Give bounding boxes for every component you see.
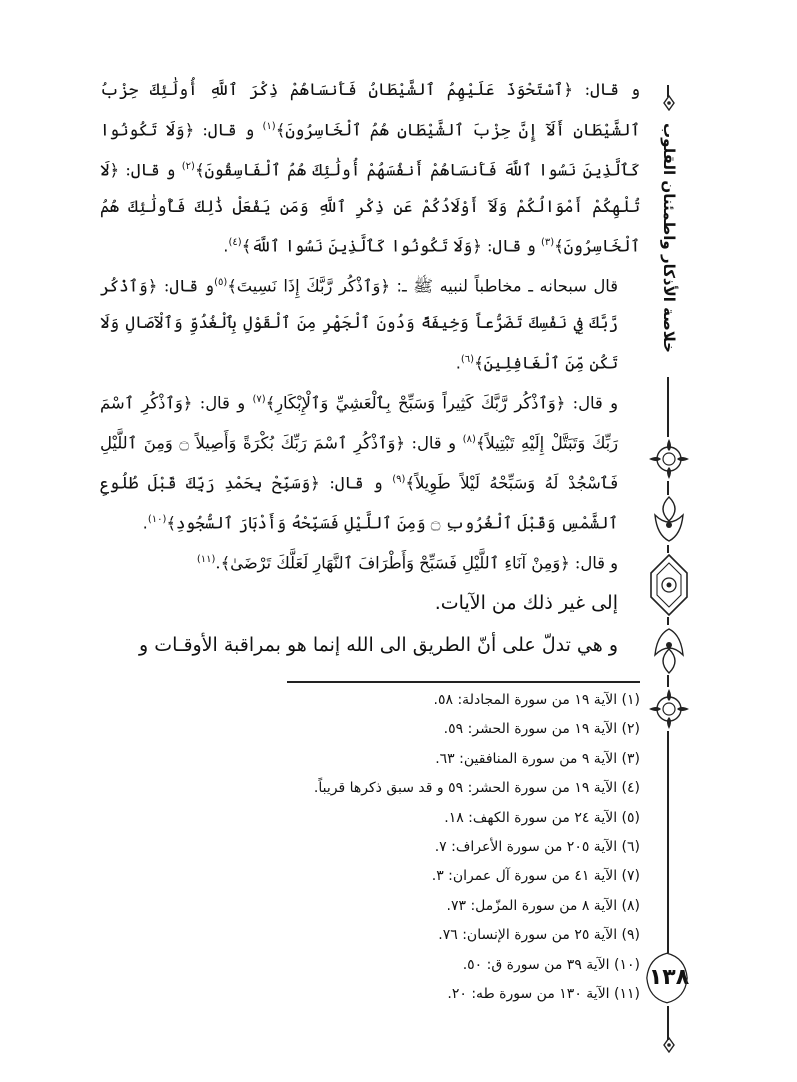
footnote: (٥) الآية ٢٤ من سورة الكهف: ١٨. (444, 809, 640, 826)
text-span: و قال: ﴿وَلَا تَكُونُوا كَٱلَّذِينَ نَسُوا ٱللَّهَ﴾ (241, 236, 541, 256)
main-text (100, 72, 640, 666)
side-border (645, 85, 693, 990)
text-span: و قال: ﴿وَلَا تَكُونُوا كَٱلَّذِينَ نَسُوا ٱللَّهَ فَأَنسَاهُمْ أَنفُسَهُمْ أُولَٰئِكَ هُمُ ٱلْفَاسِقُونَ﴾ (100, 120, 640, 180)
text-span: و قال: ﴿وَٱذْكُر رَّبَّكَ فِي نَفْسِكَ تَضَرُّعاً وَخِيفَةً وَدُونَ ٱلْجَهْرِ مِنَ ٱلْقَوْلِ بِٱلْغُدُوِّ وَٱلْآصَالِ وَلَا تَكُن مِّنَ ٱلْغَافِلِينَ﴾ (100, 276, 618, 373)
footnote-ref: (٦) (460, 353, 475, 365)
paragraph: قال سبحانه ـ مخاطباً لنبيه ﷺ ـ: ﴿وَٱذْكُر رَّبَّكَ إِذَا نَسِيتَ﴾$^{(٥)}$و قال: ﴿وَٱذْكُر رَّبَّكَ فِي نَفْسِكَ تَضَرُّعاً وَخِيفَةً وَدُونَ ٱلْجَهْرِ مِنَ ٱلْقَوْلِ بِٱلْغُدُوِّ وَٱلْآصَالِ وَلَا تَكُن مِّنَ ٱلْغَافِلِينَ﴾$^{(٦)}$. (100, 276, 619, 373)
footnote-ref: (٣) (540, 237, 555, 249)
floral-ornament-icon (647, 687, 691, 731)
footnote-divider (287, 681, 640, 683)
footnote-ref: (٢) (181, 160, 195, 172)
footnote: (٣) الآية ٩ من سورة المنافقين: ٦٣. (435, 750, 640, 767)
border-line (667, 617, 669, 625)
page-number: ١٣٨ (648, 965, 690, 990)
border-line (667, 1006, 669, 1040)
footnote-ref: (١٠) (147, 513, 167, 525)
footnote-ref: (٩) (392, 473, 406, 485)
paragraph: و قال: ﴿ٱسْتَحْوَذَ عَلَيْهِمُ ٱلشَّيْطَانُ فَأَنسَاهُمْ ذِكْرَ ٱللَّهِ أُولَٰئِكَ حِزْبُ ٱلشَّيْطَانِ أَلَآ إِنَّ حِزْبَ ٱلشَّيْطَانِ هُمُ ٱلْخَاسِرُونَ﴾$^{(١)}$ و قال: ﴿وَلَا تَكُونُوا كَٱلَّذِينَ نَسُوا ٱللَّهَ فَأَنسَاهُمْ أَنفُسَهُمْ أُولَٰئِكَ هُمُ ٱلْفَاسِقُونَ﴾$^{(٢)}$ و قال: ﴿لَا تُلْهِكُمْ أَمْوَالُكُمْ وَلَآ أَوْلَادُكُمْ عَن ذِكْرِ ٱللَّهِ وَمَن يَفْعَلْ ذَٰلِكَ فَأُولَٰئِكَ هُمُ ٱلْخَاسِرُونَ﴾$^{(٣)}$ و قال: ﴿وَلَا تَكُونُوا كَٱلَّذِينَ نَسُوا ٱللَّهَ﴾$^{(٤)}$. (100, 80, 640, 256)
text-span: و قال: ﴿وَٱذْكُرِ ٱسْمَ رَبِّكَ وَتَبَتَّلْ إِلَيْهِ تَبْتِيلاً﴾ (100, 393, 618, 453)
footnote: (١٠) الآية ٣٩ من سورة ق: ٥٠. (462, 956, 640, 973)
footnote: (١١) الآية ١٣٠ من سورة طه: ٢٠. (447, 986, 640, 1003)
border-line (667, 545, 669, 553)
paragraph (100, 542, 640, 582)
lotus-ornament-icon (647, 495, 691, 545)
footnote: (١) الآية ١٩ من سورة المجادلة: ٥٨. (433, 692, 640, 708)
border-line (667, 675, 669, 687)
border-line (667, 377, 669, 437)
footnote-ref: (١) (262, 120, 276, 132)
text-span: و قال: ﴿وَٱذْكُرِ ٱسْمَ رَبِّكَ بُكْرَةً وَأَصِيلاً ۝ وَمِنَ ٱللَّيْلِ فَٱسْجُدْ لَهُ وَسَبِّحْهُ لَيْلاً طَوِيلاً﴾ (100, 433, 618, 493)
floral-ornament-icon (647, 437, 691, 481)
footnote: (٨) الآية ٨ من سورة المزّمل: ٧٣. (446, 897, 640, 914)
lotus-ornament-icon (647, 625, 691, 675)
footnote: (٩) الآية ٢٥ من سورة الإنسان: ٧٦. (438, 927, 640, 944)
footnote-ref: (٧) (252, 393, 266, 405)
running-title: خلاصة الأذكار واطمئنان القلوب (660, 123, 678, 353)
text-span: و قال: ﴿وَسَبِّحْ بِحَمْدِ رَبِّكَ قَبْلَ طُلُوعِ ٱلشَّمْسِ وَقَبْلَ ٱلْغُرُوبِ ۝ وَمِنَ ٱللَّيْلِ فَسَبِّحْهُ وَأَدْبَارَ ٱلسُّجُودِ﴾ (100, 473, 618, 533)
footnote: (٤) الآية ١٩ من سورة الحشر: ٥٩ و قد سبق ذكرها قريباً. (313, 780, 640, 797)
paragraph: و هي تدلّ على أنّ الطريق الى الله إنما هو بمراقبة الأوقـات و (139, 633, 618, 656)
text-span: و قال: ﴿لَا تُلْهِكُمْ أَمْوَالُكُمْ وَلَآ أَوْلَادُكُمْ عَن ذِكْرِ ٱللَّهِ وَمَن يَفْعَلْ ذَٰلِكَ فَأُولَٰئِكَ هُمُ ٱلْخَاسِرُونَ﴾ (100, 160, 640, 256)
footnote-ref: (٨) (462, 433, 476, 445)
text-span: و قال: ﴿ٱسْتَحْوَذَ عَلَيْهِمُ ٱلشَّيْطَانُ فَأَنسَاهُمْ ذِكْرَ ٱللَّهِ أُولَٰئِكَ حِزْبُ ٱلشَّيْطَانِ أَلَآ إِنَّ حِزْبَ ٱلشَّيْطَانِ هُمُ ٱلْخَاسِرُونَ﴾ (100, 80, 640, 140)
footnote: (٧) الآية ٤١ من سورة آل عمران: ٣. (431, 868, 640, 885)
paragraph: إلى غير ذلك من الآيات. (434, 591, 618, 614)
bottom-ornament-icon (647, 1037, 691, 1053)
text-span: و قال: ﴿وَٱذْكُر رَّبَّكَ كَثِيراً وَسَبِّحْ بِٱلْعَشِيِّ وَٱلْإِبْكَارِ﴾ (265, 393, 618, 413)
footnote: (٢) الآية ١٩ من سورة الحشر: ٥٩. (443, 721, 640, 738)
text-span: و قال: ﴿وَمِنْ آنَاءِ ٱللَّيْلِ فَسَبِّحْ وَأَطْرَافَ ٱلنَّهَارِ لَعَلَّكَ تَرْضَىٰ﴾. (215, 553, 618, 573)
paragraph: و قال: ﴿وَٱذْكُر رَّبَّكَ كَثِيراً وَسَبِّحْ بِٱلْعَشِيِّ وَٱلْإِبْكَارِ﴾$^{(٧)}$ و قال: ﴿وَٱذْكُرِ ٱسْمَ رَبِّكَ وَتَبَتَّلْ إِلَيْهِ تَبْتِيلاً﴾$^{(٨)}$ و قال: ﴿وَٱذْكُرِ ٱسْمَ رَبِّكَ بُكْرَةً وَأَصِيلاً ۝ وَمِنَ ٱللَّيْلِ فَٱسْجُدْ لَهُ وَسَبِّحْهُ لَيْلاً طَوِيلاً﴾$^{(٩)}$ و قال: ﴿وَسَبِّحْ بِحَمْدِ رَبِّكَ قَبْلَ طُلُوعِ ٱلشَّمْسِ وَقَبْلَ ٱلْغُرُوبِ ۝ وَمِنَ ٱللَّيْلِ فَسَبِّحْهُ وَأَدْبَارَ ٱلسُّجُودِ﴾$^{(١٠)}$. (100, 393, 618, 533)
footnote-ref: (٥) (214, 277, 228, 289)
page-number-frame-icon (645, 950, 689, 1006)
footnote-ref: (٤) (228, 237, 242, 249)
footnotes (250, 686, 640, 1009)
text-span: قال سبحانه ـ مخاطباً لنبيه ﷺ ـ: ﴿وَٱذْكُر رَّبَّكَ إِذَا نَسِيتَ﴾ (227, 276, 619, 296)
border-line (667, 731, 669, 953)
medallion-ornament-icon (647, 553, 691, 617)
footnote-ref: (١١) (196, 553, 216, 565)
border-line (667, 481, 669, 495)
footnote: (٦) الآية ٢٠٥ من سورة الأعراف: ٧. (434, 839, 640, 856)
